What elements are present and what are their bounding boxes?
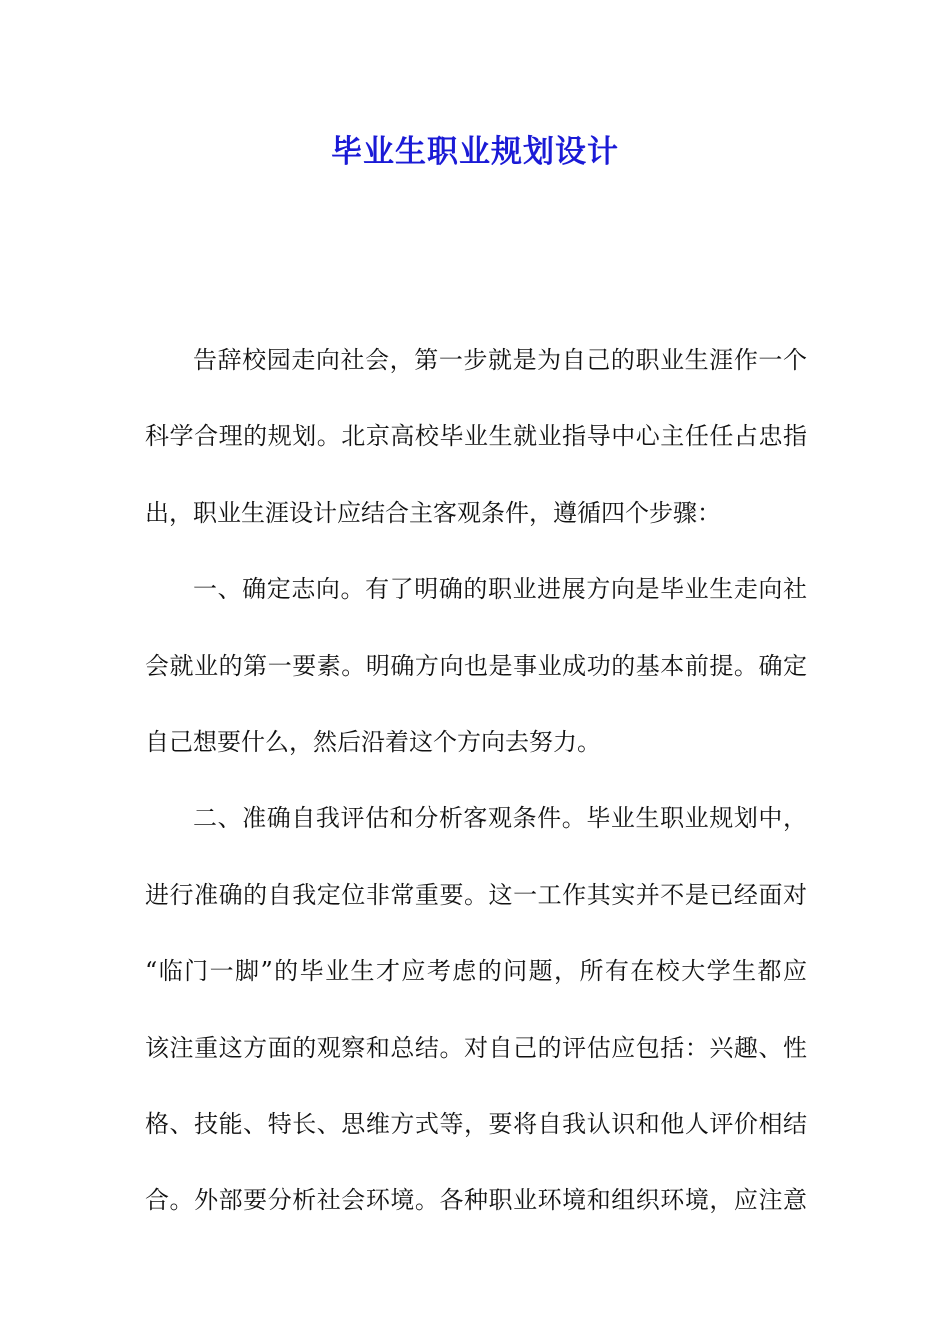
document-body — [145, 332, 807, 1249]
paragraph-3-line-3: “临门一脚”的毕业生才应考虑的问题，所有在校大学生都应 — [145, 957, 807, 986]
paragraph-3-line-2: 进行准确的自我定位非常重要。这一工作其实并不是已经面对 — [145, 880, 807, 909]
paragraph-2-line-1: 一、确定志向。有了明确的职业进展方向是毕业生走向社 — [193, 575, 807, 604]
paragraph-3-line-1: 二、准确自我评估和分析客观条件。毕业生职业规划中， — [193, 804, 807, 833]
paragraph-3-line-4: 该注重这方面的观察和总结。对自己的评估应包括：兴趣、性 — [145, 1033, 807, 1062]
paragraph-2-line-3: 自己想要什么，然后沿着这个方向去努力。 — [145, 727, 601, 756]
document-title: 毕业生职业规划设计 — [331, 134, 619, 170]
paragraph-1-line-2: 科学合理的规划。北京高校毕业生就业指导中心主任任占忠指 — [145, 422, 807, 451]
paragraph-3-line-5: 格、技能、特长、思维方式等，要将自我认识和他人评价相结 — [145, 1109, 807, 1138]
paragraph-2-line-2: 会就业的第一要素。明确方向也是事业成功的基本前提。确定 — [145, 651, 807, 680]
paragraph-1-line-1: 告辞校园走向社会，第一步就是为自己的职业生涯作一个 — [193, 346, 807, 374]
paragraph-1-line-3: 出，职业生涯设计应结合主客观条件，遵循四个步骤： — [145, 498, 721, 527]
paragraph-3-line-6: 合。外部要分析社会环境。各种职业环境和组织环境，应注意 — [145, 1186, 807, 1215]
